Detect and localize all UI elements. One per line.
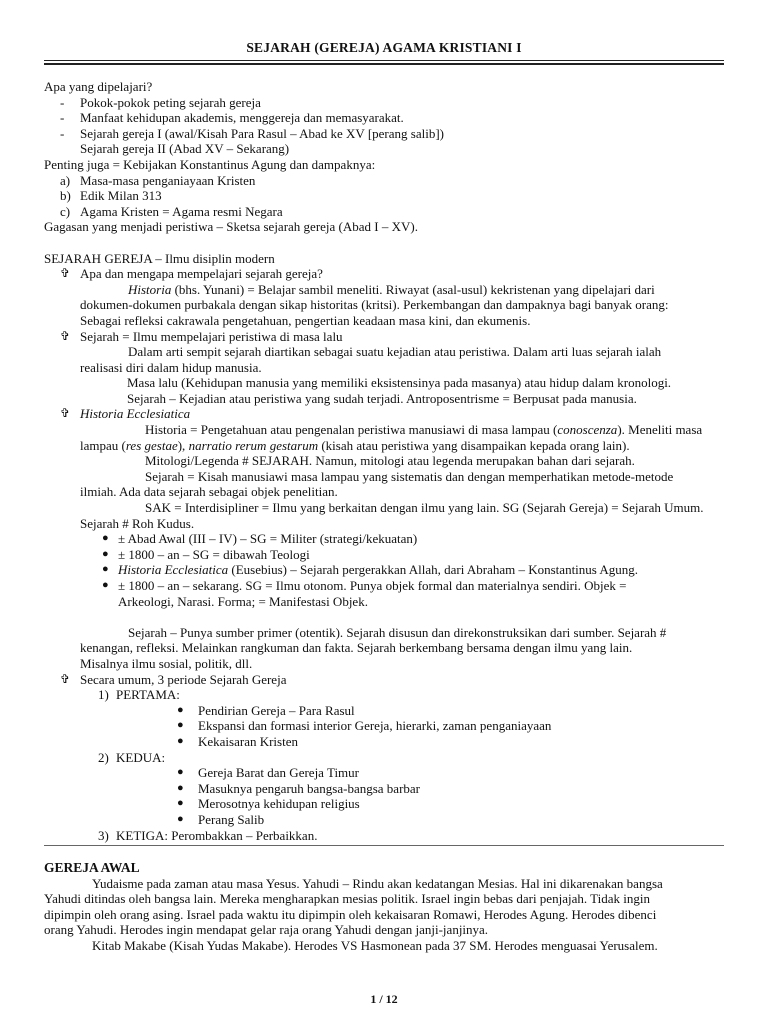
bullet-dot-icon: ● — [177, 781, 184, 794]
bullet-dot-icon: ● — [177, 766, 184, 779]
list-item: ● Gereja Barat dan Gereja Timur — [177, 765, 360, 781]
list-item: ✞ Apa dan mengapa mempelajari sejarah gereja? — [60, 266, 323, 282]
list-item: ● Merosotnya kehidupan religius — [177, 796, 360, 812]
list-item: c) Agama Kristen = Agama resmi Negara — [60, 203, 283, 219]
cross-bullet-icon: ✞ — [60, 406, 71, 421]
intro-question: Apa yang dipelajari? — [44, 79, 153, 94]
list-item: - Sejarah gereja I (awal/Kisah Para Rasul – Abad ke XV [perang salib]) — [60, 125, 444, 141]
paragraph: Masa lalu (Kehidupan manusia yang memiliki eksistensinya pada masanya) atau hidup dalam kronologi. Sejarah – Kejadian atau peristiwa yang sudah terjadi. Antroposentrisme = Berpusat pada manusia. — [127, 375, 672, 406]
bullet-dot-icon: ● — [177, 719, 184, 732]
page-number: 1 / 12 — [370, 992, 398, 1006]
list-item: Sejarah gereja II (Abad XV – Sekarang) — [80, 141, 290, 157]
period-item: 2) KEDUA: — [98, 749, 166, 765]
bullet-dot-icon: ● — [102, 579, 109, 591]
paragraph: Sejarah – Punya sumber primer (otentik). Sejarah disusun dan direkonstruksikan dari sumber. Sejarah # kenangan, refleksi. Melainkan rangkuman dan fakta. Sejarah berkembang bersama dengan ilmu yang lain. Misalnya ilmu sosial, politik, dll. — [80, 624, 667, 671]
cross-bullet-icon: ✞ — [60, 671, 71, 686]
dash-marker: - — [60, 110, 65, 126]
bullet-dot-icon: ● — [102, 563, 109, 576]
list-item: ✞ Secara umum, 3 periode Sejarah Gereja — [60, 671, 287, 687]
list-item: - Pokok-pokok peting sejarah gereja — [60, 94, 261, 110]
list-item: ● ± 1800 – an – sekarang. SG = Ilmu otonom. Punya objek formal dan materialnya sendiri. Objek = Arkeologi, Narasi. Forma; = Manifestasi Objek. — [102, 578, 627, 609]
list-item: ✞ Sejarah = Ilmu mempelajari peristiwa di masa lalu — [60, 328, 343, 344]
list-item: ● Pendirian Gereja – Para Rasul — [177, 702, 355, 718]
list-item: ● Masuknya pengaruh bangsa-bangsa barbar — [177, 780, 421, 796]
list-item: ● Historia Ecclesiatica (Eusebius) – Sejarah pergerakkan Allah, dari Abraham – Konstantinus Agung. — [102, 562, 639, 578]
list-item: ● Kekaisaran Kristen — [177, 733, 298, 749]
list-item: ● ± 1800 – an – SG = dibawah Teologi — [102, 546, 310, 562]
period-item: 3) KETIGA: Perombakkan – Perbaikkan. — [98, 827, 318, 843]
dash-marker: - — [60, 94, 65, 110]
header-rule-thick — [44, 63, 724, 65]
bullet-dot-icon: ● — [177, 812, 184, 825]
section-divider — [44, 845, 724, 846]
bullet-dot-icon: ● — [102, 532, 109, 545]
bullet-dot-icon: ● — [177, 797, 184, 810]
list-item: ● ± Abad Awal (III – IV) – SG = Militer (strategi/kekuatan) — [102, 531, 418, 547]
bullet-dot-icon: ● — [177, 734, 184, 747]
paragraph: Historia = Pengetahuan atau pengenalan peristiwa manusiawi di masa lampau (conoscenza). Meneliti masa lampau (res gestae), narratio rerum gestarum (kisah atau peristiwa yang disampaikan kepada orang lain). Mitologi/Legenda # SEJARAH. Namun, mitologi atau legenda merupakan bahan dari sejarah. Sejarah = Kisah manusiawi masa lampau yang sistematis dan dengan memperhatikan metode-metode ilmiah. Ada data sejarah sebagai objek penelitian. SAK = Interdisipliner = Ilmu yang berkaitan dengan ilmu yang lain. SG (Sejarah Gereja) = Sejarah Umum. Sejarah # Roh Kudus. — [80, 422, 704, 531]
period-item: 1) PERTAMA: — [98, 687, 180, 703]
document-body — [44, 79, 724, 843]
list-item: - Manfaat kehidupan akademis, menggereja dan memasyarakat. — [60, 110, 404, 126]
list-item: ● Ekspansi dan formasi interior Gereja, hierarki, zaman penganiayaan — [177, 718, 552, 734]
cross-bullet-icon: ✞ — [60, 328, 71, 343]
list-item: ● Perang Salib — [177, 811, 265, 827]
list-item: b) Edik Milan 313 — [60, 188, 162, 204]
bullet-dot-icon: ● — [177, 703, 184, 716]
gereja-awal-section: GEREJA AWAL Yudaisme pada zaman atau masa Yesus. Yahudi – Rindu akan kedatangan Mesias. Hal ini dikarenakan bangsa Yahudi ditindas oleh bangsa lain. Mereka mengharapkan mesias politik. Israel ingin bebas dari penjajah. Tidak ingin dipimpin oleh orang asing. Israel pada waktu itu dipimpin oleh kekaisaran Romawi, Herodes Agung. Herodes dibenci orang Yahudi. Herodes ingin mendapat gelar raja orang Yahudi dengan janji-janjinya. Kitab Makabe (Kisah Yudas Makabe). Herodes VS Hasmonean pada 37 SM. Herodes menguasai Yerusalem. — [44, 860, 724, 954]
page-title: SEJARAH (GEREJA) AGAMA KRISTIANI I — [246, 40, 522, 55]
section-heading: SEJARAH GEREJA – Ilmu disiplin modern — [44, 250, 275, 266]
paragraph: Historia (bhs. Yunani) = Belajar sambil meneliti. Riwayat (asal-usul) kekristenan yang dipelajari dari dokumen-dokumen purbakala dengan sikap historitas (kritsi). Perkembangan dan dampaknya bagi banyak orang: Sebagai refleksi cakrawala pengetahuan, pengertian keadaan masa kini, dan ekumenis. — [80, 281, 669, 328]
section-heading: GEREJA AWAL — [44, 860, 140, 875]
penting-line: Penting juga = Kebijakan Konstantinus Agung dan dampaknya: — [44, 156, 376, 172]
header-rule-thin — [44, 60, 724, 61]
paragraph: Dalam arti sempit sejarah diartikan sebagai suatu kejadian atau peristiwa. Dalam arti luas sejarah ialah realisasi diri dalam hidup manusia. — [80, 344, 662, 375]
gagasan-line: Gagasan yang menjadi peristiwa – Sketsa sejarah gereja (Abad I – XV). — [44, 219, 418, 235]
cross-bullet-icon: ✞ — [60, 266, 71, 281]
dash-marker: - — [60, 125, 65, 141]
list-item: ✞ Historia Ecclesiatica — [60, 406, 191, 422]
bullet-dot-icon: ● — [102, 547, 109, 560]
list-item: a) Masa-masa penganiayaan Kristen — [60, 172, 256, 188]
